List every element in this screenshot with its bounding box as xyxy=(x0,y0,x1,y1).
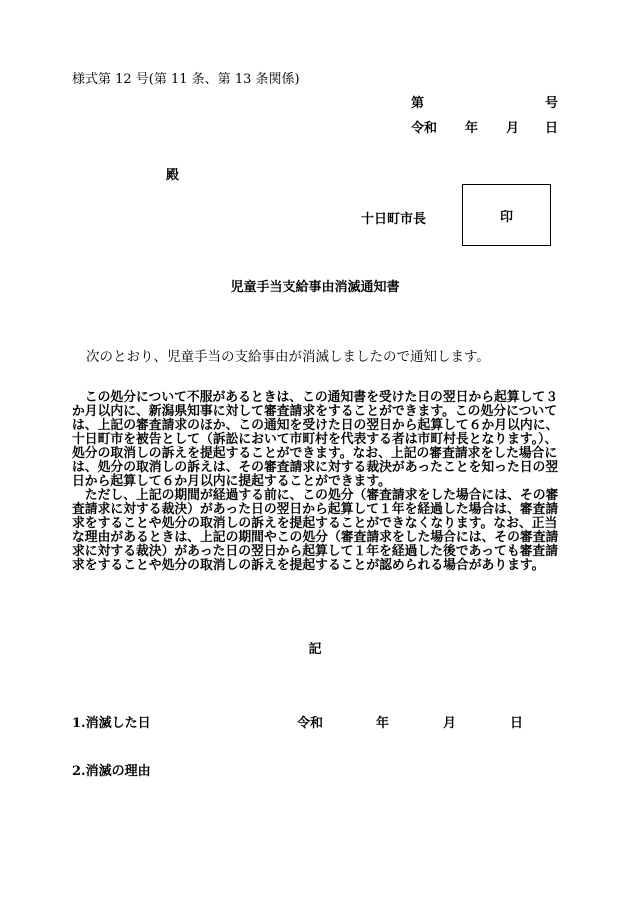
item1-year: 年 xyxy=(376,716,390,731)
item1-label: 1.消滅した日 xyxy=(72,716,151,731)
seal-box xyxy=(462,184,551,246)
date-month: 月 xyxy=(506,121,520,136)
document-title: 児童手当支給事由消滅通知書 xyxy=(230,280,400,295)
document-number-suffix: 号 xyxy=(545,96,559,111)
item1-day: 日 xyxy=(510,716,524,731)
document-number-prefix: 第 xyxy=(411,96,425,111)
date-day: 日 xyxy=(545,121,559,136)
item1-month: 月 xyxy=(443,716,457,731)
date-year: 年 xyxy=(465,121,479,136)
item1-era: 令和 xyxy=(297,716,324,731)
form-number: 様式第 12 号(第 11 条、第 13 条関係) xyxy=(72,72,300,87)
item2-label: 2.消滅の理由 xyxy=(72,764,151,779)
intro-text: 次のとおり、児童手当の支給事由が消滅しましたので通知します。 xyxy=(86,349,490,365)
seal-label: 印 xyxy=(499,209,513,225)
appeal-notice-paragraph: ただし、上記の期間が経過する前に、この処分（審査請求をした場合には、その審査請求に対する裁決）があった日の翌日から起算して１年を経過した場合は、審査請求をすることや処分の取消しの訴えを提起することができなくなります。なお、正当な理由があるときは、上記の期間やこの処分（審査請求をした場合には、その審査請求に対する裁決）があった日の翌日から起算して１年を経過した後であっても審査請求をすることや処分の取消しの訴えを提起することが認められる場合があります。 xyxy=(72,488,559,573)
date-era: 令和 xyxy=(411,121,438,136)
appeal-notice xyxy=(72,391,562,573)
appeal-notice-paragraph: この処分について不服があるときは、この通知書を受けた日の翌日から起算して３か月以内に、新潟県知事に対して審査請求をすることができます。この処分については、上記の審査請求のほか、この通知を受けた日の翌日から起算して６か月以内に、十日町市を被告として（訴訟において市町村を代表する者は市町村長となります。）、処分の取消しの訴えを提起することができます。なお、上記の審査請求をした場合には、処分の取消しの訴えは、その審査請求に対する裁決があったことを知った日の翌日から起算して６か月以内に提起することができます。 xyxy=(72,390,559,489)
ki-heading: 記 xyxy=(308,642,322,657)
recipient-suffix: 殿 xyxy=(166,168,180,183)
issuer-name: 十日町市長 xyxy=(361,212,427,227)
